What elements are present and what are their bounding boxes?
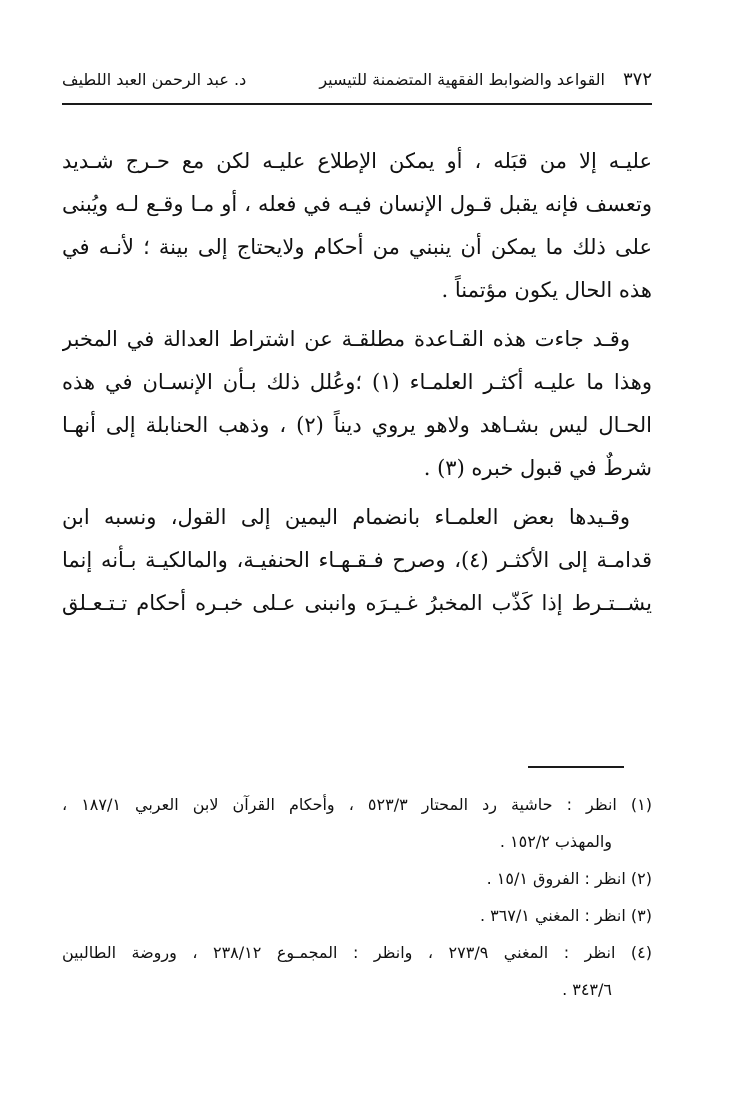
- body-line: قدامـة إلى الأكثـر (٤)، وصرح فـقـهـاء الحنفيـة، والمالكيـة بـأنه إنما: [62, 548, 652, 572]
- book-title: القواعد والضوابط الفقهية المتضمنة للتيسير: [319, 69, 605, 89]
- page-number: ٣٧٢: [622, 68, 652, 90]
- body-line: عليـه إلا من قبَله ، أو يمكن الإطلاع عليـه لكن مع حـرج شـديد: [62, 149, 652, 173]
- footnote-line: (٤) انظر : المغني ٢٧٣/٩ ، وانظر : المجمـوع ٢٣٨/١٢ ، وروضة الطالبين: [62, 943, 652, 962]
- body-line: وقـد جاءت هذه القـاعدة مطلقـة عن اشتراط العدالة في المخبر: [62, 327, 630, 351]
- body-line: وهذا ما عليـه أكثـر العلمـاء (١) ؛وعُلل ذلك بـأن الإنسـان في هذه: [62, 370, 652, 394]
- body-line: وتعسف فإنه يقبل قـول الإنسان فيـه في فعله ، أو مـا وقـع لـه ويُبنى: [62, 192, 652, 216]
- footnote-line: (١) انظر : حاشية رد المحتار ٥٢٣/٣ ، وأحكام القرآن لابن العربي ١٨٧/١ ،: [62, 795, 652, 814]
- body-text: [62, 140, 652, 625]
- body-line: شرطٌ في قبول خبره (٣) .: [423, 456, 652, 480]
- body-line: الحـال ليس بشـاهد ولاهو يروي ديناً (٢) ، وذهب الحنابلة إلى أنهـا: [62, 413, 652, 437]
- body-line: وقـيدها بعض العلمـاء بانضمام اليمين إلى القول، ونسبه ابن: [62, 505, 630, 529]
- author-name: د. عبد الرحمن العبد اللطيف: [62, 69, 247, 89]
- body-line: يشــتـرط إذا كَذّب المخبرُ غـيـرَه وانبنى عـلى خبـره أحكام تـتـعـلق: [62, 591, 652, 615]
- footnote-line: (٣) انظر : المغني ٣٦٧/١ .: [479, 906, 652, 925]
- footnote-line: والمهذب ١٥٢/٢ .: [499, 832, 612, 851]
- footnotes: [62, 786, 652, 1008]
- body-line: على ذلك ما يمكن أن ينبني من أحكام ولايحتاج إلى بينة ؛ لأنـه في: [62, 235, 652, 259]
- footnote-line: ٣٤٣/٦ .: [562, 980, 612, 999]
- footnote-separator: [528, 766, 624, 768]
- footnote-line: (٢) انظر : الفروق ١٥/١ .: [486, 869, 652, 888]
- running-header: [62, 62, 652, 96]
- body-line: هذه الحال يكون مؤتمناً .: [441, 278, 652, 302]
- header-right-group: [319, 69, 652, 90]
- header-rule: [62, 103, 652, 105]
